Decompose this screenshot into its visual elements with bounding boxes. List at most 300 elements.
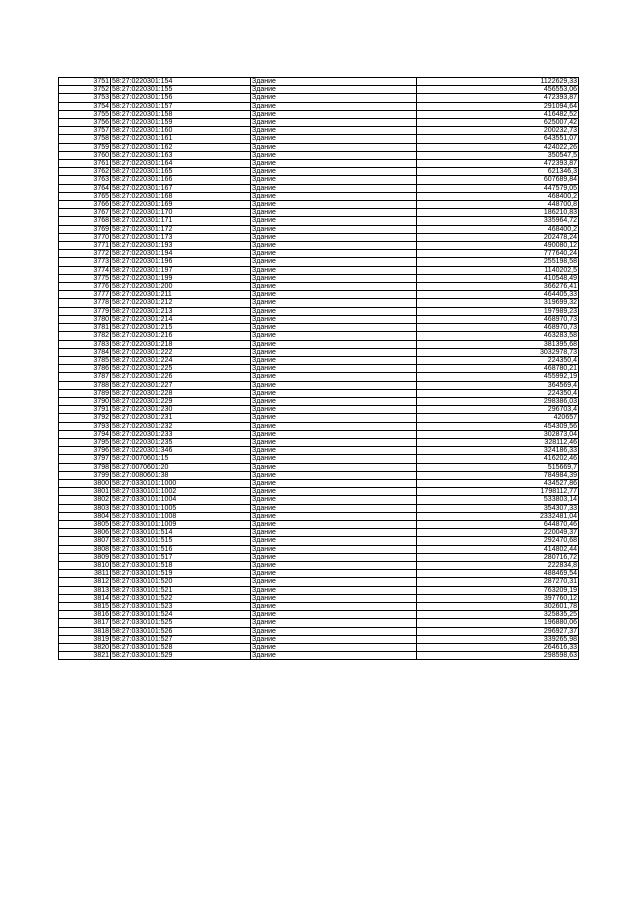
object-type-cell: Здание <box>251 110 417 118</box>
cadastral-number-cell: 58:27:0220301:158 <box>111 110 251 118</box>
row-number-cell: 3772 <box>59 250 111 258</box>
object-type-cell: Здание <box>251 488 417 496</box>
table-row <box>59 644 579 652</box>
table-row <box>59 119 579 127</box>
cadastral-value-cell: 468970,73 <box>417 324 579 332</box>
cadastral-number-cell: 58:27:0220301:199 <box>111 274 251 282</box>
cadastral-value-cell: 424022,26 <box>417 143 579 151</box>
table-row <box>59 315 579 323</box>
row-number-cell: 3765 <box>59 192 111 200</box>
object-type-cell: Здание <box>251 315 417 323</box>
cadastral-value-cell: 325835,25 <box>417 611 579 619</box>
table-row <box>59 603 579 611</box>
object-type-cell: Здание <box>251 348 417 356</box>
cadastral-value-cell: 291094,64 <box>417 102 579 110</box>
table-row <box>59 184 579 192</box>
cadastral-number-cell: 58:27:0220301:346 <box>111 447 251 455</box>
table-row <box>59 168 579 176</box>
cadastral-value-cell: 607689,84 <box>417 176 579 184</box>
object-type-cell: Здание <box>251 307 417 315</box>
table-row <box>59 594 579 602</box>
cadastral-number-cell: 58:27:0220301:169 <box>111 201 251 209</box>
object-type-cell: Здание <box>251 430 417 438</box>
object-type-cell: Здание <box>251 266 417 274</box>
row-number-cell: 3784 <box>59 348 111 356</box>
cadastral-value-cell: 454309,56 <box>417 422 579 430</box>
cadastral-value-cell: 224350,4 <box>417 389 579 397</box>
object-type-cell: Здание <box>251 160 417 168</box>
object-type-cell: Здание <box>251 455 417 463</box>
object-type-cell: Здание <box>251 356 417 364</box>
object-type-cell: Здание <box>251 512 417 520</box>
cadastral-number-cell: 58:27:0220301:172 <box>111 225 251 233</box>
row-number-cell: 3774 <box>59 266 111 274</box>
cadastral-number-cell: 58:27:0220301:233 <box>111 430 251 438</box>
row-number-cell: 3818 <box>59 627 111 635</box>
cadastral-value-cell: 255198,58 <box>417 258 579 266</box>
table-row <box>59 258 579 266</box>
row-number-cell: 3789 <box>59 389 111 397</box>
object-type-cell: Здание <box>251 627 417 635</box>
cadastral-value-cell: 302873,04 <box>417 430 579 438</box>
object-type-cell: Здание <box>251 570 417 578</box>
table-row <box>59 291 579 299</box>
row-number-cell: 3778 <box>59 299 111 307</box>
object-type-cell: Здание <box>251 291 417 299</box>
row-number-cell: 3798 <box>59 463 111 471</box>
row-number-cell: 3799 <box>59 471 111 479</box>
object-type-cell: Здание <box>251 529 417 537</box>
object-type-cell: Здание <box>251 471 417 479</box>
table-row <box>59 496 579 504</box>
table-row <box>59 283 579 291</box>
cadastral-value-cell: 298598,63 <box>417 652 579 660</box>
row-number-cell: 3766 <box>59 201 111 209</box>
cadastral-value-cell: 196880,06 <box>417 619 579 627</box>
row-number-cell: 3764 <box>59 184 111 192</box>
object-type-cell: Здание <box>251 553 417 561</box>
cadastral-value-cell: 533803,14 <box>417 496 579 504</box>
row-number-cell: 3811 <box>59 570 111 578</box>
table-row <box>59 356 579 364</box>
cadastral-value-cell: 414802,44 <box>417 545 579 553</box>
row-number-cell: 3752 <box>59 86 111 94</box>
cadastral-number-cell: 58:27:0330101:525 <box>111 619 251 627</box>
object-type-cell: Здание <box>251 151 417 159</box>
cadastral-value-cell: 339265,98 <box>417 635 579 643</box>
table-row <box>59 447 579 455</box>
cadastral-number-cell: 58:27:0220301:224 <box>111 356 251 364</box>
cadastral-number-cell: 58:27:0330101:1002 <box>111 488 251 496</box>
row-number-cell: 3790 <box>59 397 111 405</box>
object-type-cell: Здание <box>251 258 417 266</box>
cadastral-value-cell: 381395,68 <box>417 340 579 348</box>
table-row <box>59 471 579 479</box>
object-type-cell: Здание <box>251 586 417 594</box>
object-type-cell: Здание <box>251 397 417 405</box>
row-number-cell: 3782 <box>59 332 111 340</box>
cadastral-number-cell: 58:27:0330101:528 <box>111 644 251 652</box>
cadastral-number-cell: 58:27:0220301:213 <box>111 307 251 315</box>
table-row <box>59 381 579 389</box>
table-row <box>59 512 579 520</box>
cadastral-number-cell: 58:27:0220301:170 <box>111 209 251 217</box>
row-number-cell: 3776 <box>59 283 111 291</box>
cadastral-value-cell: 1122629,33 <box>417 78 579 86</box>
row-number-cell: 3762 <box>59 168 111 176</box>
table-row <box>59 225 579 233</box>
cadastral-value-cell: 296927,37 <box>417 627 579 635</box>
cadastral-value-cell: 472393,87 <box>417 160 579 168</box>
cadastral-value-cell: 784984,39 <box>417 471 579 479</box>
row-number-cell: 3757 <box>59 127 111 135</box>
cadastral-value-cell: 298386,03 <box>417 397 579 405</box>
table-row <box>59 201 579 209</box>
table-row <box>59 561 579 569</box>
cadastral-number-cell: 58:27:0220301:211 <box>111 291 251 299</box>
row-number-cell: 3758 <box>59 135 111 143</box>
row-number-cell: 3813 <box>59 586 111 594</box>
table-row <box>59 266 579 274</box>
row-number-cell: 3820 <box>59 644 111 652</box>
object-type-cell: Здание <box>251 283 417 291</box>
cadastral-number-cell: 58:27:0220301:167 <box>111 184 251 192</box>
object-type-cell: Здание <box>251 217 417 225</box>
cadastral-number-cell: 58:27:0220301:200 <box>111 283 251 291</box>
table-row <box>59 479 579 487</box>
cadastral-value-cell: 1798112,77 <box>417 488 579 496</box>
cadastral-number-cell: 58:27:0220301:157 <box>111 102 251 110</box>
object-type-cell: Здание <box>251 135 417 143</box>
object-type-cell: Здание <box>251 561 417 569</box>
cadastral-number-cell: 58:27:0220301:218 <box>111 340 251 348</box>
row-number-cell: 3804 <box>59 512 111 520</box>
cadastral-value-cell: 420657 <box>417 414 579 422</box>
table-row <box>59 586 579 594</box>
cadastral-number-cell: 58:27:0220301:171 <box>111 217 251 225</box>
cadastral-value-cell: 777640,24 <box>417 250 579 258</box>
object-type-cell: Здание <box>251 127 417 135</box>
row-number-cell: 3797 <box>59 455 111 463</box>
table-row <box>59 545 579 553</box>
table-row <box>59 652 579 660</box>
row-number-cell: 3755 <box>59 110 111 118</box>
object-type-cell: Здание <box>251 644 417 652</box>
cadastral-value-cell: 455992,19 <box>417 373 579 381</box>
cadastral-value-cell: 350547,5 <box>417 151 579 159</box>
row-number-cell: 3788 <box>59 381 111 389</box>
cadastral-number-cell: 58:27:0220301:226 <box>111 373 251 381</box>
object-type-cell: Здание <box>251 299 417 307</box>
object-type-cell: Здание <box>251 611 417 619</box>
cadastral-number-cell: 58:27:0220301:160 <box>111 127 251 135</box>
row-number-cell: 3770 <box>59 233 111 241</box>
cadastral-value-cell: 468400,2 <box>417 225 579 233</box>
cadastral-number-cell: 58:27:0330101:519 <box>111 570 251 578</box>
cadastral-value-cell: 202478,24 <box>417 233 579 241</box>
object-type-cell: Здание <box>251 406 417 414</box>
cadastral-number-cell: 58:27:0330101:516 <box>111 545 251 553</box>
cadastral-value-cell: 364569,4 <box>417 381 579 389</box>
table-row <box>59 373 579 381</box>
table-row <box>59 299 579 307</box>
row-number-cell: 3808 <box>59 545 111 553</box>
cadastral-number-cell: 58:27:0220301:228 <box>111 389 251 397</box>
object-type-cell: Здание <box>251 520 417 528</box>
table-row <box>59 529 579 537</box>
object-type-cell: Здание <box>251 86 417 94</box>
table-row <box>59 127 579 135</box>
cadastral-value-cell: 434527,86 <box>417 479 579 487</box>
row-number-cell: 3751 <box>59 78 111 86</box>
cadastral-value-cell: 197989,23 <box>417 307 579 315</box>
row-number-cell: 3805 <box>59 520 111 528</box>
cadastral-number-cell: 58:27:0220301:194 <box>111 250 251 258</box>
cadastral-number-cell: 58:27:0070601:20 <box>111 463 251 471</box>
object-type-cell: Здание <box>251 340 417 348</box>
cadastral-value-cell: 644870,46 <box>417 520 579 528</box>
table-row <box>59 86 579 94</box>
cadastral-number-cell: 58:27:0220301:222 <box>111 348 251 356</box>
table-row <box>59 520 579 528</box>
row-number-cell: 3763 <box>59 176 111 184</box>
row-number-cell: 3807 <box>59 537 111 545</box>
cadastral-value-cell: 335964,72 <box>417 217 579 225</box>
table-row <box>59 242 579 250</box>
cadastral-value-cell: 621346,3 <box>417 168 579 176</box>
cadastral-number-cell: 58:27:0330101:520 <box>111 578 251 586</box>
object-type-cell: Здание <box>251 373 417 381</box>
cadastral-number-cell: 58:27:0220301:156 <box>111 94 251 102</box>
cadastral-value-cell: 264616,33 <box>417 644 579 652</box>
table-row <box>59 135 579 143</box>
table-row <box>59 635 579 643</box>
object-type-cell: Здание <box>251 250 417 258</box>
cadastral-number-cell: 58:27:0330101:526 <box>111 627 251 635</box>
cadastral-number-cell: 58:27:0220301:231 <box>111 414 251 422</box>
table-row <box>59 192 579 200</box>
cadastral-value-cell: 328112,46 <box>417 438 579 446</box>
cadastral-number-cell: 58:27:0220301:235 <box>111 438 251 446</box>
table-row <box>59 537 579 545</box>
cadastral-value-cell: 200232,73 <box>417 127 579 135</box>
cadastral-value-cell: 490080,12 <box>417 242 579 250</box>
cadastral-value-cell: 468400,2 <box>417 192 579 200</box>
cadastral-number-cell: 58:27:0330101:527 <box>111 635 251 643</box>
table-row <box>59 619 579 627</box>
object-type-cell: Здание <box>251 233 417 241</box>
cadastral-value-cell: 416482,52 <box>417 110 579 118</box>
object-type-cell: Здание <box>251 578 417 586</box>
object-type-cell: Здание <box>251 78 417 86</box>
cadastral-number-cell: 58:27:0220301:154 <box>111 78 251 86</box>
cadastral-value-cell: 472393,87 <box>417 94 579 102</box>
row-number-cell: 3791 <box>59 406 111 414</box>
row-number-cell: 3761 <box>59 160 111 168</box>
object-type-cell: Здание <box>251 422 417 430</box>
table-row <box>59 389 579 397</box>
cadastral-number-cell: 58:27:0330101:1004 <box>111 496 251 504</box>
cadastral-number-cell: 58:27:0330101:515 <box>111 537 251 545</box>
table-row <box>59 627 579 635</box>
row-number-cell: 3796 <box>59 447 111 455</box>
cadastral-value-cell: 296703,4 <box>417 406 579 414</box>
object-type-cell: Здание <box>251 389 417 397</box>
cadastral-number-cell: 58:27:0220301:166 <box>111 176 251 184</box>
cadastral-value-cell: 324186,33 <box>417 447 579 455</box>
object-type-cell: Здание <box>251 603 417 611</box>
object-type-cell: Здание <box>251 635 417 643</box>
cadastral-value-cell: 287270,31 <box>417 578 579 586</box>
cadastral-value-cell: 292470,68 <box>417 537 579 545</box>
cadastral-value-cell: 416202,46 <box>417 455 579 463</box>
table-row <box>59 397 579 405</box>
table-row <box>59 233 579 241</box>
row-number-cell: 3821 <box>59 652 111 660</box>
row-number-cell: 3753 <box>59 94 111 102</box>
object-type-cell: Здание <box>251 274 417 282</box>
table-row <box>59 553 579 561</box>
object-type-cell: Здание <box>251 381 417 389</box>
cadastral-number-cell: 58:27:0220301:168 <box>111 192 251 200</box>
cadastral-number-cell: 58:27:0330101:1009 <box>111 520 251 528</box>
object-type-cell: Здание <box>251 545 417 553</box>
row-number-cell: 3801 <box>59 488 111 496</box>
row-number-cell: 3769 <box>59 225 111 233</box>
cadastral-number-cell: 58:27:0330101:529 <box>111 652 251 660</box>
row-number-cell: 3810 <box>59 561 111 569</box>
table-row <box>59 250 579 258</box>
cadastral-value-table <box>58 77 579 660</box>
row-number-cell: 3779 <box>59 307 111 315</box>
table-row <box>59 422 579 430</box>
object-type-cell: Здание <box>251 496 417 504</box>
object-type-cell: Здание <box>251 209 417 217</box>
row-number-cell: 3780 <box>59 315 111 323</box>
cadastral-number-cell: 58:27:0080601:38 <box>111 471 251 479</box>
object-type-cell: Здание <box>251 463 417 471</box>
object-type-cell: Здание <box>251 324 417 332</box>
cadastral-value-cell: 3032978,73 <box>417 348 579 356</box>
cadastral-number-cell: 58:27:0220301:161 <box>111 135 251 143</box>
cadastral-value-cell: 397760,12 <box>417 594 579 602</box>
cadastral-number-cell: 58:27:0220301:214 <box>111 315 251 323</box>
row-number-cell: 3817 <box>59 619 111 627</box>
row-number-cell: 3786 <box>59 365 111 373</box>
cadastral-number-cell: 58:27:0330101:1005 <box>111 504 251 512</box>
table-row <box>59 102 579 110</box>
object-type-cell: Здание <box>251 102 417 110</box>
cadastral-value-cell: 625007,42 <box>417 119 579 127</box>
row-number-cell: 3754 <box>59 102 111 110</box>
row-number-cell: 3793 <box>59 422 111 430</box>
row-number-cell: 3771 <box>59 242 111 250</box>
cadastral-number-cell: 58:27:0070601:15 <box>111 455 251 463</box>
table-row <box>59 578 579 586</box>
row-number-cell: 3759 <box>59 143 111 151</box>
object-type-cell: Здание <box>251 119 417 127</box>
object-type-cell: Здание <box>251 143 417 151</box>
cadastral-number-cell: 58:27:0220301:229 <box>111 397 251 405</box>
cadastral-value-cell: 410548,49 <box>417 274 579 282</box>
table-row <box>59 110 579 118</box>
table-row <box>59 504 579 512</box>
cadastral-number-cell: 58:27:0220301:164 <box>111 160 251 168</box>
cadastral-value-cell: 463283,58 <box>417 332 579 340</box>
object-type-cell: Здание <box>251 192 417 200</box>
object-type-cell: Здание <box>251 619 417 627</box>
object-type-cell: Здание <box>251 201 417 209</box>
cadastral-value-cell: 319699,32 <box>417 299 579 307</box>
cadastral-number-cell: 58:27:0220301:196 <box>111 258 251 266</box>
table-row <box>59 365 579 373</box>
table-row <box>59 438 579 446</box>
table-row <box>59 611 579 619</box>
cadastral-value-cell: 643551,07 <box>417 135 579 143</box>
cadastral-number-cell: 58:27:0220301:232 <box>111 422 251 430</box>
cadastral-value-cell: 354307,33 <box>417 504 579 512</box>
table-row <box>59 332 579 340</box>
row-number-cell: 3792 <box>59 414 111 422</box>
table-body <box>59 78 579 660</box>
object-type-cell: Здание <box>251 168 417 176</box>
cadastral-value-cell: 2332481,04 <box>417 512 579 520</box>
row-number-cell: 3814 <box>59 594 111 602</box>
cadastral-number-cell: 58:27:0220301:227 <box>111 381 251 389</box>
table-row <box>59 570 579 578</box>
table-row <box>59 414 579 422</box>
cadastral-value-cell: 224350,4 <box>417 356 579 364</box>
cadastral-number-cell: 58:27:0220301:159 <box>111 119 251 127</box>
table-row <box>59 151 579 159</box>
cadastral-number-cell: 58:27:0220301:193 <box>111 242 251 250</box>
object-type-cell: Здание <box>251 438 417 446</box>
row-number-cell: 3767 <box>59 209 111 217</box>
object-type-cell: Здание <box>251 94 417 102</box>
cadastral-number-cell: 58:27:0220301:216 <box>111 332 251 340</box>
table-row <box>59 455 579 463</box>
table-row <box>59 209 579 217</box>
cadastral-number-cell: 58:27:0220301:212 <box>111 299 251 307</box>
row-number-cell: 3760 <box>59 151 111 159</box>
table-row <box>59 143 579 151</box>
cadastral-value-cell: 456553,06 <box>417 86 579 94</box>
row-number-cell: 3819 <box>59 635 111 643</box>
row-number-cell: 3809 <box>59 553 111 561</box>
cadastral-number-cell: 58:27:0220301:215 <box>111 324 251 332</box>
row-number-cell: 3795 <box>59 438 111 446</box>
cadastral-value-cell: 222834,8 <box>417 561 579 569</box>
cadastral-number-cell: 58:27:0220301:173 <box>111 233 251 241</box>
object-type-cell: Здание <box>251 242 417 250</box>
row-number-cell: 3802 <box>59 496 111 504</box>
cadastral-value-cell: 220049,37 <box>417 529 579 537</box>
row-number-cell: 3773 <box>59 258 111 266</box>
cadastral-number-cell: 58:27:0330101:523 <box>111 603 251 611</box>
cadastral-number-cell: 58:27:0330101:521 <box>111 586 251 594</box>
row-number-cell: 3787 <box>59 373 111 381</box>
cadastral-value-cell: 1140202,5 <box>417 266 579 274</box>
row-number-cell: 3806 <box>59 529 111 537</box>
cadastral-number-cell: 58:27:0330101:518 <box>111 561 251 569</box>
cadastral-value-cell: 488469,54 <box>417 570 579 578</box>
table-row <box>59 324 579 332</box>
cadastral-value-cell: 515669,7 <box>417 463 579 471</box>
row-number-cell: 3816 <box>59 611 111 619</box>
cadastral-number-cell: 58:27:0330101:1008 <box>111 512 251 520</box>
cadastral-number-cell: 58:27:0220301:230 <box>111 406 251 414</box>
row-number-cell: 3794 <box>59 430 111 438</box>
